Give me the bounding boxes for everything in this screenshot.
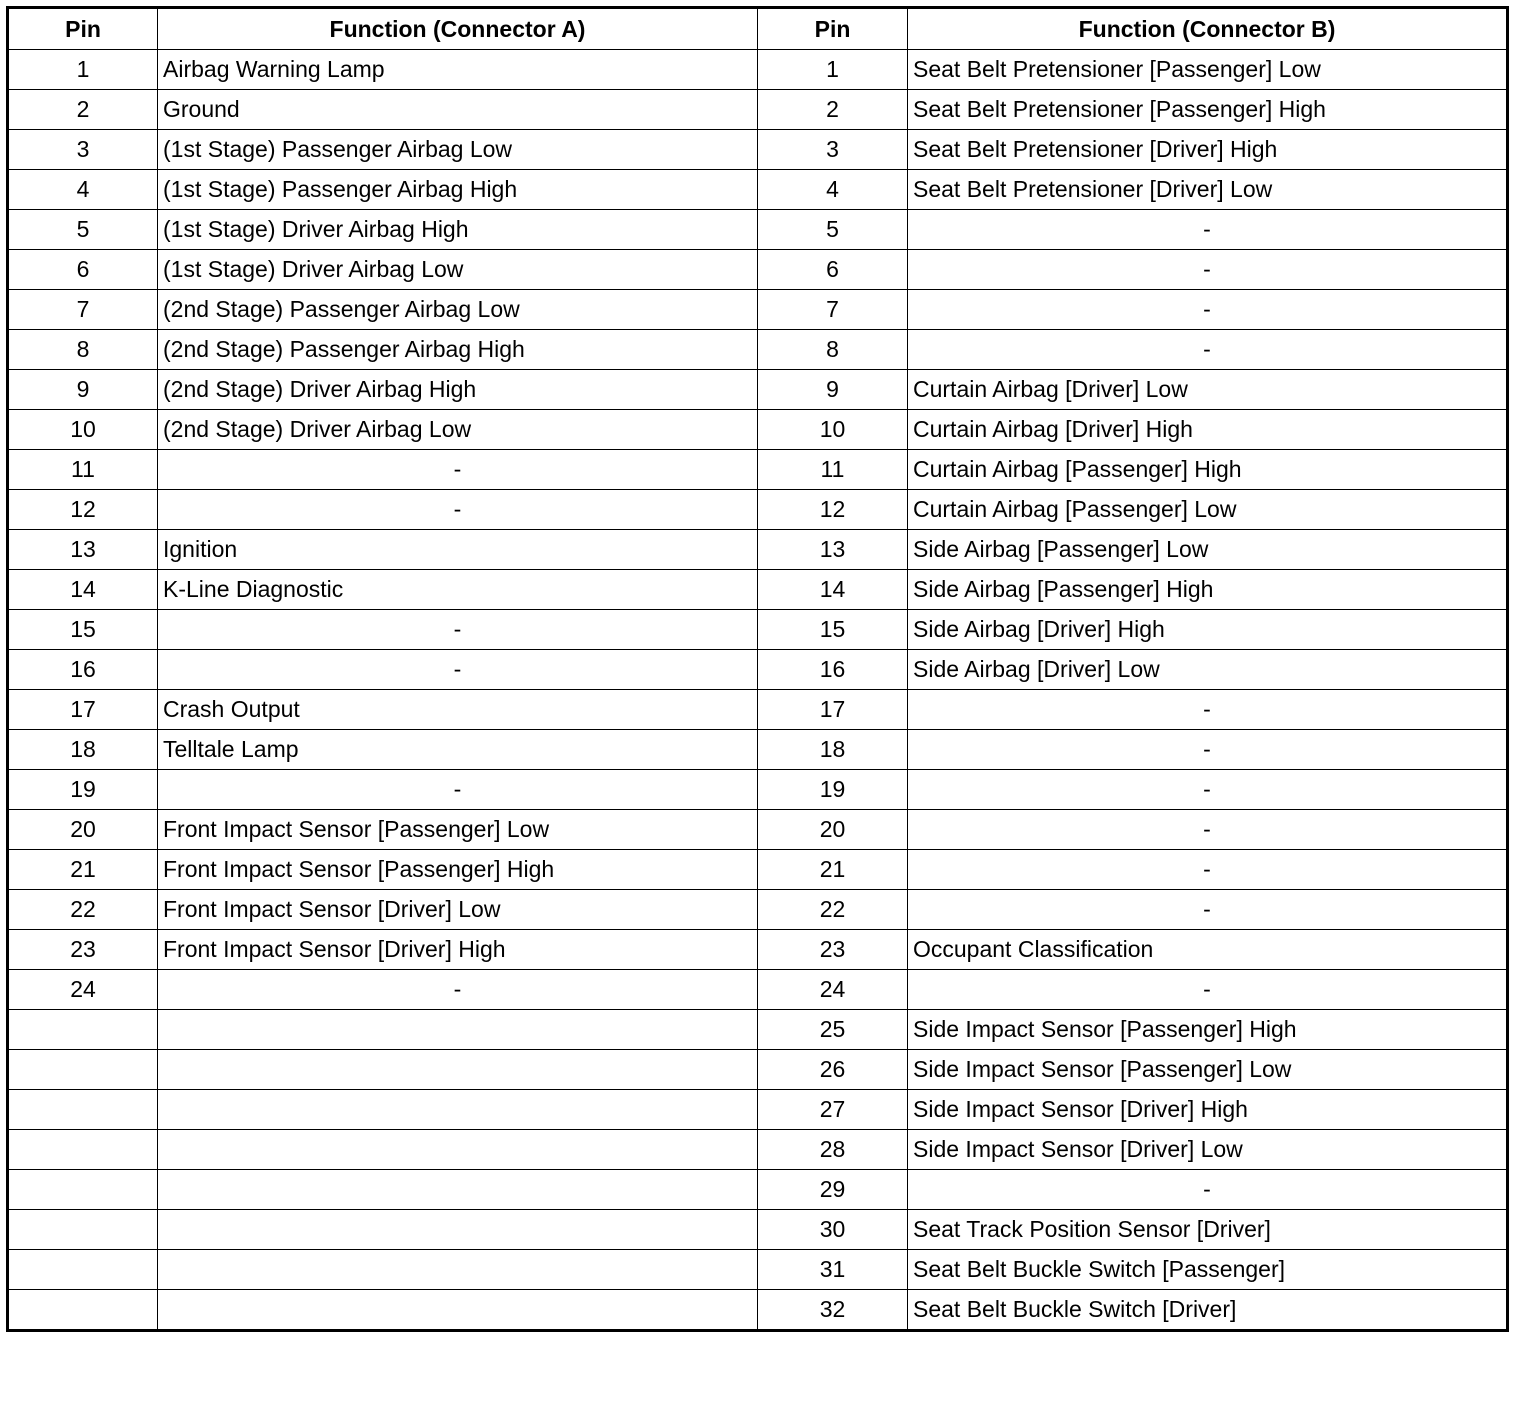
function-a-cell (158, 1010, 758, 1050)
table-row (8, 50, 1508, 90)
table-row (8, 210, 1508, 250)
function-b-cell: - (908, 210, 1508, 250)
pin-a-cell: 2 (8, 90, 158, 130)
function-b-cell: Curtain Airbag [Driver] High (908, 410, 1508, 450)
function-a-cell: - (158, 490, 758, 530)
function-b-cell: Side Airbag [Driver] High (908, 610, 1508, 650)
table-row (8, 1050, 1508, 1090)
header-pin-a: Pin (8, 8, 158, 50)
function-a-cell: Ground (158, 90, 758, 130)
function-a-cell (158, 1250, 758, 1290)
pin-a-cell: 16 (8, 650, 158, 690)
pin-b-cell: 18 (758, 730, 908, 770)
pin-b-cell: 9 (758, 370, 908, 410)
pin-b-cell: 5 (758, 210, 908, 250)
function-b-cell: Side Airbag [Passenger] Low (908, 530, 1508, 570)
pin-a-cell: 3 (8, 130, 158, 170)
table-row (8, 970, 1508, 1010)
pin-a-cell (8, 1170, 158, 1210)
function-a-cell: (1st Stage) Driver Airbag Low (158, 250, 758, 290)
function-b-cell: Side Airbag [Passenger] High (908, 570, 1508, 610)
pin-a-cell: 9 (8, 370, 158, 410)
pin-a-cell (8, 1090, 158, 1130)
table-row (8, 770, 1508, 810)
pin-a-cell: 14 (8, 570, 158, 610)
pin-b-cell: 6 (758, 250, 908, 290)
function-a-cell (158, 1210, 758, 1250)
function-a-cell: (2nd Stage) Driver Airbag Low (158, 410, 758, 450)
table-row (8, 1170, 1508, 1210)
pin-a-cell: 12 (8, 490, 158, 530)
function-b-cell: Seat Track Position Sensor [Driver] (908, 1210, 1508, 1250)
function-a-cell: Crash Output (158, 690, 758, 730)
pin-a-cell: 19 (8, 770, 158, 810)
function-a-cell: Front Impact Sensor [Passenger] Low (158, 810, 758, 850)
table-row (8, 250, 1508, 290)
function-b-cell: Occupant Classification (908, 930, 1508, 970)
pin-b-cell: 4 (758, 170, 908, 210)
table-row (8, 730, 1508, 770)
pin-b-cell: 21 (758, 850, 908, 890)
table-row (8, 410, 1508, 450)
table-row (8, 850, 1508, 890)
pin-b-cell: 10 (758, 410, 908, 450)
function-b-cell: - (908, 290, 1508, 330)
function-b-cell: Seat Belt Buckle Switch [Passenger] (908, 1250, 1508, 1290)
pin-b-cell: 11 (758, 450, 908, 490)
pin-b-cell: 13 (758, 530, 908, 570)
function-a-cell (158, 1090, 758, 1130)
function-a-cell: Front Impact Sensor [Driver] Low (158, 890, 758, 930)
pin-b-cell: 30 (758, 1210, 908, 1250)
function-b-cell: Seat Belt Pretensioner [Driver] High (908, 130, 1508, 170)
function-a-cell (158, 1170, 758, 1210)
pin-a-cell (8, 1050, 158, 1090)
function-a-cell: Ignition (158, 530, 758, 570)
function-a-cell: (2nd Stage) Driver Airbag High (158, 370, 758, 410)
function-a-cell: - (158, 970, 758, 1010)
function-a-cell: K-Line Diagnostic (158, 570, 758, 610)
function-b-cell: Side Impact Sensor [Passenger] High (908, 1010, 1508, 1050)
pin-a-cell: 20 (8, 810, 158, 850)
table-row (8, 530, 1508, 570)
function-b-cell: - (908, 690, 1508, 730)
pin-a-cell: 4 (8, 170, 158, 210)
table-row (8, 650, 1508, 690)
function-a-cell (158, 1290, 758, 1331)
header-function-b: Function (Connector B) (908, 8, 1508, 50)
table-row (8, 1250, 1508, 1290)
header-pin-b: Pin (758, 8, 908, 50)
table-row (8, 890, 1508, 930)
function-a-cell (158, 1130, 758, 1170)
pin-a-cell (8, 1290, 158, 1331)
function-b-cell: Curtain Airbag [Driver] Low (908, 370, 1508, 410)
pin-a-cell: 17 (8, 690, 158, 730)
pin-b-cell: 12 (758, 490, 908, 530)
pin-a-cell: 6 (8, 250, 158, 290)
function-a-cell: Front Impact Sensor [Passenger] High (158, 850, 758, 890)
function-b-cell: Curtain Airbag [Passenger] Low (908, 490, 1508, 530)
pin-b-cell: 25 (758, 1010, 908, 1050)
pin-a-cell: 10 (8, 410, 158, 450)
pinout-table (6, 6, 1509, 1332)
pin-a-cell: 21 (8, 850, 158, 890)
pin-a-cell: 8 (8, 330, 158, 370)
function-a-cell: Front Impact Sensor [Driver] High (158, 930, 758, 970)
function-b-cell: - (908, 730, 1508, 770)
function-a-cell: Airbag Warning Lamp (158, 50, 758, 90)
function-a-cell: (1st Stage) Passenger Airbag High (158, 170, 758, 210)
function-b-cell: Side Impact Sensor [Driver] High (908, 1090, 1508, 1130)
pin-b-cell: 15 (758, 610, 908, 650)
pin-a-cell: 11 (8, 450, 158, 490)
function-a-cell: - (158, 610, 758, 650)
table-row (8, 290, 1508, 330)
function-b-cell: Side Impact Sensor [Passenger] Low (908, 1050, 1508, 1090)
pin-b-cell: 24 (758, 970, 908, 1010)
function-b-cell: - (908, 1170, 1508, 1210)
pin-a-cell: 23 (8, 930, 158, 970)
function-b-cell: - (908, 330, 1508, 370)
table-body (8, 50, 1508, 1331)
function-b-cell: - (908, 770, 1508, 810)
function-a-cell: (2nd Stage) Passenger Airbag High (158, 330, 758, 370)
pin-a-cell: 13 (8, 530, 158, 570)
function-a-cell: - (158, 770, 758, 810)
table-row (8, 490, 1508, 530)
pin-a-cell (8, 1130, 158, 1170)
function-b-cell: Seat Belt Pretensioner [Passenger] High (908, 90, 1508, 130)
table-row (8, 170, 1508, 210)
pin-b-cell: 32 (758, 1290, 908, 1331)
pin-b-cell: 28 (758, 1130, 908, 1170)
pin-b-cell: 3 (758, 130, 908, 170)
pin-b-cell: 19 (758, 770, 908, 810)
function-a-cell: Telltale Lamp (158, 730, 758, 770)
function-b-cell: Side Airbag [Driver] Low (908, 650, 1508, 690)
table-row (8, 1010, 1508, 1050)
pin-a-cell: 18 (8, 730, 158, 770)
pin-b-cell: 29 (758, 1170, 908, 1210)
table-row (8, 570, 1508, 610)
table-row (8, 450, 1508, 490)
function-a-cell: - (158, 450, 758, 490)
function-b-cell: Seat Belt Pretensioner [Driver] Low (908, 170, 1508, 210)
function-b-cell: Side Impact Sensor [Driver] Low (908, 1130, 1508, 1170)
table-row (8, 930, 1508, 970)
table-row (8, 330, 1508, 370)
pin-b-cell: 17 (758, 690, 908, 730)
pin-b-cell: 22 (758, 890, 908, 930)
table-row (8, 90, 1508, 130)
pin-a-cell: 24 (8, 970, 158, 1010)
pin-b-cell: 20 (758, 810, 908, 850)
header-function-a: Function (Connector A) (158, 8, 758, 50)
function-b-cell: Seat Belt Pretensioner [Passenger] Low (908, 50, 1508, 90)
table-row (8, 1210, 1508, 1250)
table-row (8, 130, 1508, 170)
pin-b-cell: 31 (758, 1250, 908, 1290)
table-row (8, 690, 1508, 730)
function-b-cell: Seat Belt Buckle Switch [Driver] (908, 1290, 1508, 1331)
table-header (8, 8, 1508, 50)
table-row (8, 1090, 1508, 1130)
function-b-cell: - (908, 970, 1508, 1010)
pin-b-cell: 2 (758, 90, 908, 130)
table-row (8, 810, 1508, 850)
pin-b-cell: 23 (758, 930, 908, 970)
function-b-cell: Curtain Airbag [Passenger] High (908, 450, 1508, 490)
pin-b-cell: 8 (758, 330, 908, 370)
table-row (8, 370, 1508, 410)
header-row (8, 8, 1508, 50)
pin-a-cell (8, 1250, 158, 1290)
pin-a-cell: 22 (8, 890, 158, 930)
table-row (8, 610, 1508, 650)
pin-b-cell: 16 (758, 650, 908, 690)
table-row (8, 1290, 1508, 1331)
pin-b-cell: 26 (758, 1050, 908, 1090)
function-a-cell: - (158, 650, 758, 690)
pin-a-cell: 5 (8, 210, 158, 250)
function-b-cell: - (908, 850, 1508, 890)
function-a-cell: (1st Stage) Passenger Airbag Low (158, 130, 758, 170)
pin-a-cell (8, 1210, 158, 1250)
function-a-cell (158, 1050, 758, 1090)
pin-a-cell: 15 (8, 610, 158, 650)
function-b-cell: - (908, 890, 1508, 930)
pin-b-cell: 14 (758, 570, 908, 610)
function-a-cell: (2nd Stage) Passenger Airbag Low (158, 290, 758, 330)
pin-a-cell: 1 (8, 50, 158, 90)
pin-b-cell: 27 (758, 1090, 908, 1130)
table-row (8, 1130, 1508, 1170)
function-b-cell: - (908, 810, 1508, 850)
function-b-cell: - (908, 250, 1508, 290)
pin-a-cell (8, 1010, 158, 1050)
pin-b-cell: 1 (758, 50, 908, 90)
function-a-cell: (1st Stage) Driver Airbag High (158, 210, 758, 250)
pin-a-cell: 7 (8, 290, 158, 330)
pin-b-cell: 7 (758, 290, 908, 330)
